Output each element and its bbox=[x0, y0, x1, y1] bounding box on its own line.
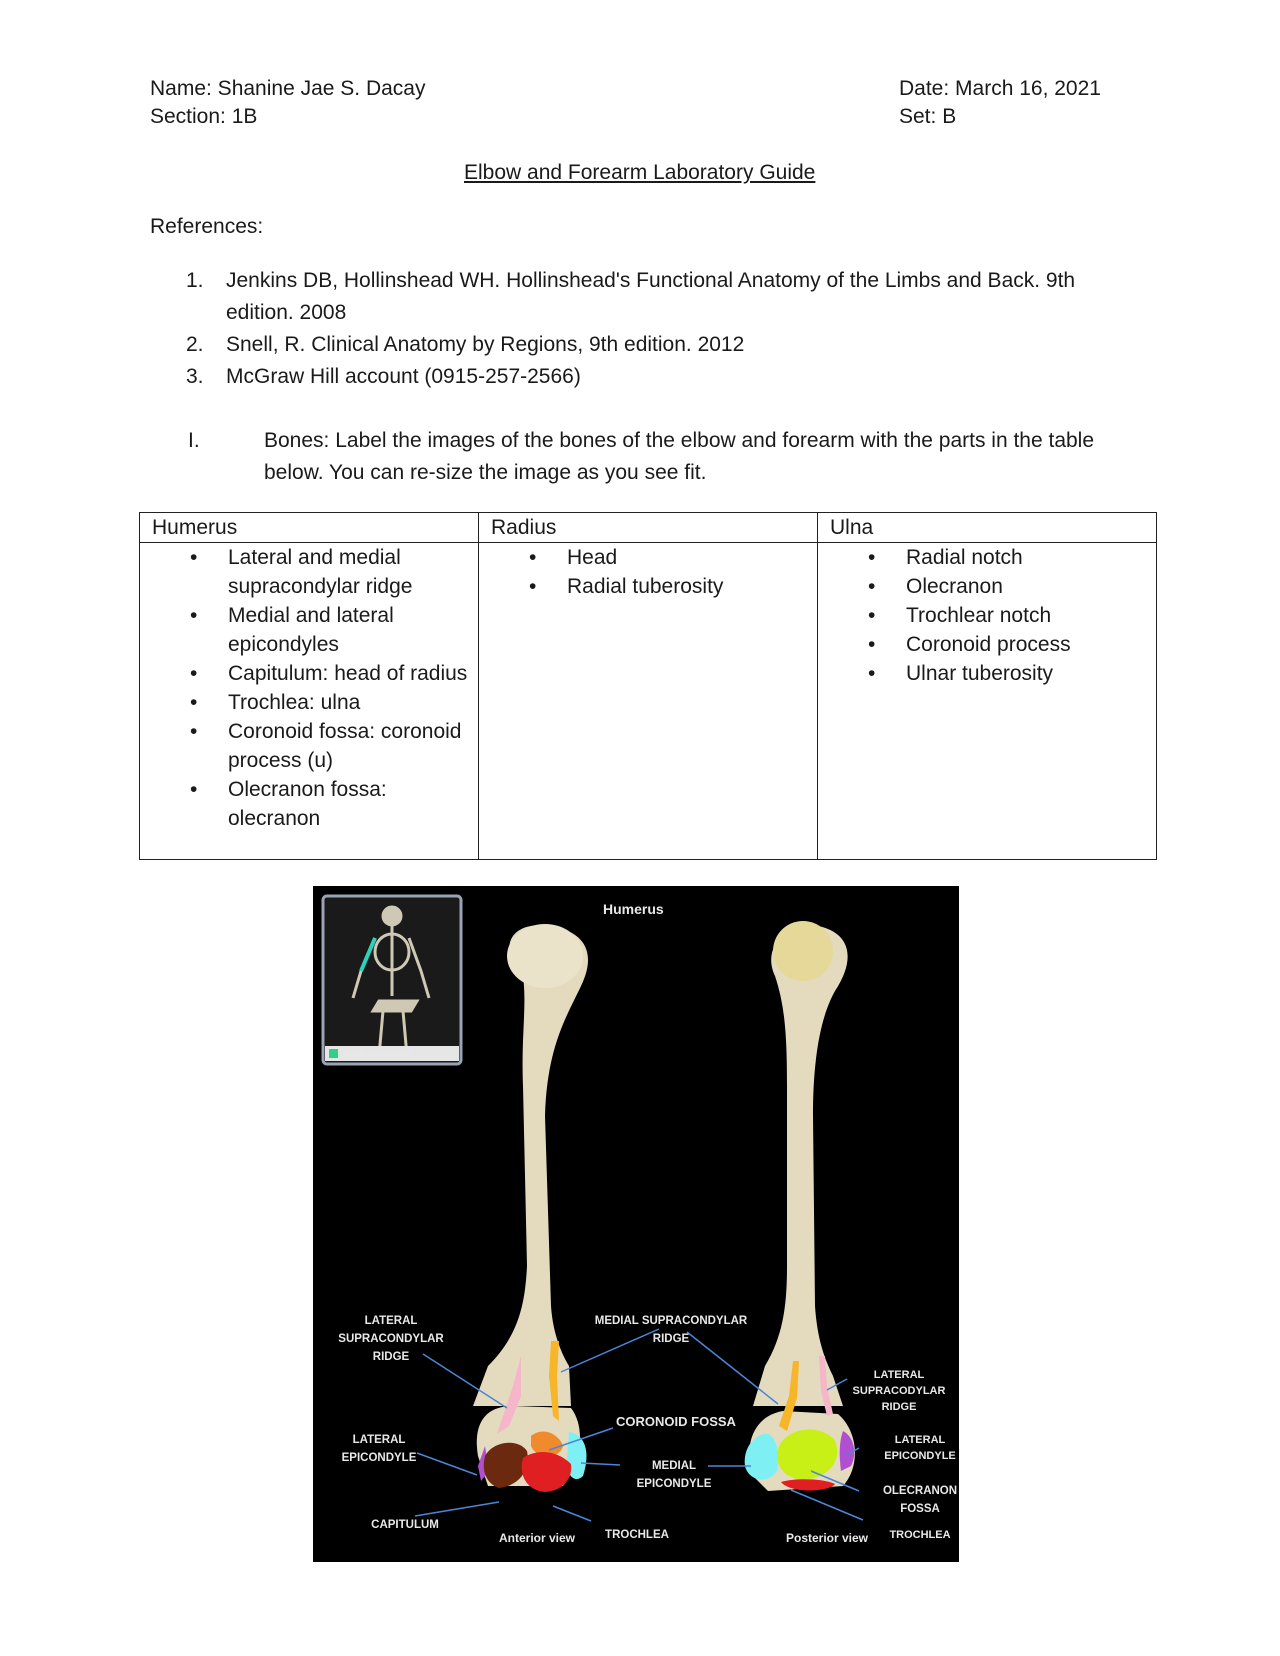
leader-trochlea-posterior bbox=[791, 1490, 863, 1520]
list-item: • Radial tuberosity bbox=[529, 572, 817, 601]
leader-posterior-medial-ridge bbox=[687, 1332, 778, 1404]
set-label: Set: B bbox=[899, 105, 957, 128]
label-posterior-lateral-ridge-3: RIDGE bbox=[881, 1401, 917, 1413]
reference-number: 3. bbox=[186, 365, 204, 388]
label-medial-epicondyle-1: MEDIAL bbox=[651, 1460, 697, 1472]
radius-parts-list bbox=[479, 543, 817, 601]
label-lateral-supracondylar-ridge-2: SUPRACONDYLAR bbox=[338, 1333, 444, 1345]
column-header-ulna: Ulna bbox=[818, 513, 1157, 543]
inset-label: BONE FEATURES bbox=[343, 1051, 411, 1060]
list-item: • Radial notch bbox=[868, 543, 1156, 572]
section-number: I. bbox=[188, 429, 200, 452]
leader-medial-epicondyle bbox=[581, 1463, 620, 1465]
label-posterior-lateral-ridge-1: LATERAL bbox=[873, 1369, 925, 1381]
reference-text: Jenkins DB, Hollinshead WH. Hollinshead's Functional Anatomy of the Limbs and Back. 9th edition. 2008 bbox=[226, 269, 1076, 324]
list-item: • Olecranon fossa: olecranon bbox=[190, 775, 478, 833]
label-medial-epicondyle-2: EPICONDYLE bbox=[636, 1478, 712, 1490]
reference-item bbox=[186, 265, 1086, 329]
humerus-cell bbox=[140, 543, 479, 860]
ulna-parts-list bbox=[818, 543, 1156, 688]
date: Date: March 16, 2021 bbox=[899, 77, 1101, 100]
reference-item bbox=[186, 361, 1086, 393]
label-trochlea-anterior: TROCHLEA bbox=[605, 1529, 669, 1541]
humerus-parts-list bbox=[140, 543, 478, 833]
leader-lateral-epicondyle bbox=[417, 1453, 477, 1475]
posterior-medial-epicondyle bbox=[745, 1434, 778, 1480]
list-item: • Ulnar tuberosity bbox=[868, 659, 1156, 688]
label-lateral-supracondylar-ridge-1: LATERAL bbox=[364, 1315, 418, 1327]
label-trochlea-posterior: TROCHLEA bbox=[889, 1529, 951, 1541]
column-header-radius: Radius bbox=[479, 513, 818, 543]
references-list bbox=[186, 265, 1086, 393]
label-lateral-epicondyle-1: LATERAL bbox=[352, 1434, 406, 1446]
label-medial-supracondylar-ridge-2: RIDGE bbox=[652, 1333, 690, 1345]
student-name: Name: Shanine Jae S. Dacay bbox=[150, 77, 426, 100]
label-posterior-lateral-ridge-2: SUPRACODYLAR bbox=[852, 1385, 946, 1397]
label-lateral-supracondylar-ridge-3: RIDGE bbox=[372, 1351, 410, 1363]
label-capitulum: CAPITULUM bbox=[371, 1519, 439, 1531]
reference-text: Snell, R. Clinical Anatomy by Regions, 9th edition. 2012 bbox=[226, 333, 745, 356]
table-header-row bbox=[140, 513, 1157, 543]
label-coronoid-fossa: CORONOID FOSSA bbox=[616, 1414, 736, 1429]
anterior-bone-shaft bbox=[473, 925, 588, 1406]
posterior-humeral-head bbox=[773, 921, 833, 981]
skeleton-inset bbox=[323, 896, 461, 1064]
label-lateral-epicondyle-2: EPICONDYLE bbox=[341, 1452, 417, 1464]
anterior-humeral-head bbox=[507, 924, 583, 988]
posterior-bone-shaft bbox=[753, 926, 848, 1406]
anterior-humerus bbox=[473, 924, 588, 1492]
ulna-cell bbox=[818, 543, 1157, 860]
list-item: • Head bbox=[529, 543, 817, 572]
reference-number: 2. bbox=[186, 333, 204, 356]
section-instructions bbox=[188, 425, 1124, 489]
list-item: • Lateral and medial supracondylar ridge bbox=[190, 543, 478, 601]
label-olecranon-fossa-1: OLECRANON bbox=[882, 1485, 958, 1497]
section-text: Bones: Label the images of the bones of the elbow and forearm with the parts in the table below. You can re-size the image as you see fit. bbox=[264, 429, 1095, 484]
label-posterior-view: Posterior view bbox=[785, 1531, 869, 1545]
reference-number: 1. bbox=[186, 269, 204, 292]
leader-trochlea-anterior bbox=[553, 1506, 591, 1521]
list-item: • Olecranon bbox=[868, 572, 1156, 601]
list-item: • Coronoid process bbox=[868, 630, 1156, 659]
reference-item bbox=[186, 329, 1086, 361]
label-posterior-lateral-epicondyle-2: EPICONDYLE bbox=[884, 1450, 956, 1462]
label-olecranon-fossa-2: FOSSA bbox=[900, 1503, 940, 1515]
label-posterior-lateral-epicondyle-1: LATERAL bbox=[894, 1434, 946, 1446]
reference-text: McGraw Hill account (0915-257-2566) bbox=[226, 365, 581, 388]
list-item: • Trochlea: ulna bbox=[190, 688, 478, 717]
radius-cell bbox=[479, 543, 818, 860]
list-item: • Trochlear notch bbox=[868, 601, 1156, 630]
figure-labels bbox=[338, 1315, 957, 1545]
bone-parts-table bbox=[139, 512, 1157, 860]
leader-medial-ridge bbox=[561, 1329, 659, 1372]
list-item: • Medial and lateral epicondyles bbox=[190, 601, 478, 659]
inset-legend-swatch bbox=[329, 1049, 338, 1058]
figure-title: Humerus bbox=[603, 901, 664, 917]
column-header-humerus: Humerus bbox=[140, 513, 479, 543]
student-section: Section: 1B bbox=[150, 105, 258, 128]
humerus-figure bbox=[313, 886, 959, 1562]
references-heading: References: bbox=[150, 215, 264, 238]
list-item: • Capitulum: head of radius bbox=[190, 659, 478, 688]
leader-capitulum bbox=[415, 1502, 499, 1516]
page-title: Elbow and Forearm Laboratory Guide bbox=[464, 161, 816, 184]
posterior-humerus bbox=[745, 921, 855, 1491]
list-item: • Coronoid fossa: coronoid process (u) bbox=[190, 717, 478, 775]
label-anterior-view: Anterior view bbox=[498, 1531, 576, 1545]
label-medial-supracondylar-ridge-1: MEDIAL SUPRACONDYLAR bbox=[594, 1315, 748, 1327]
humerus-illustration bbox=[313, 886, 959, 1562]
table-row bbox=[140, 543, 1157, 860]
